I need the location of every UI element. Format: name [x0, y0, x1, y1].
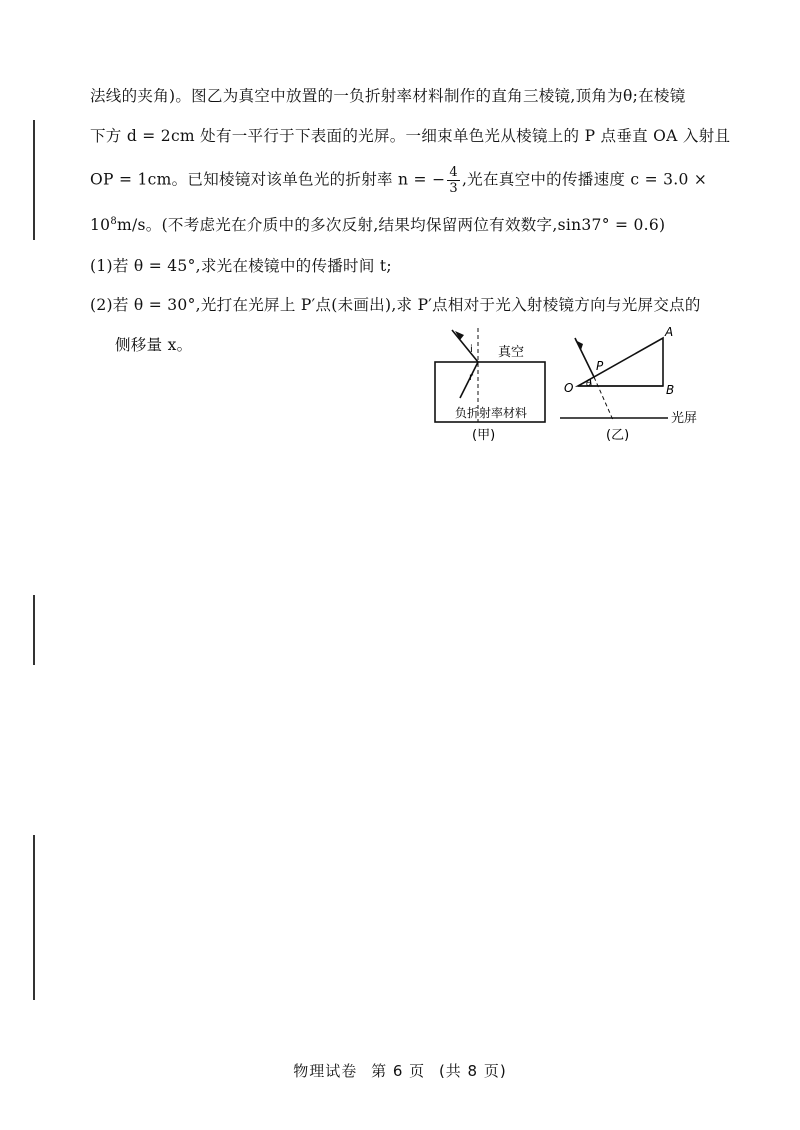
footer-page: 第 6 页	[371, 1062, 426, 1080]
margin-rule	[33, 835, 35, 1000]
angle-i-label: i	[470, 344, 473, 355]
label-A: A	[665, 325, 674, 339]
margin-rule	[33, 595, 35, 665]
text-line-1: 法线的夹角)。图乙为真空中放置的一负折射率材料制作的直角三棱镜,顶角为θ;在棱镜	[90, 87, 686, 105]
diagram-jia	[435, 328, 545, 443]
vacuum-label: 真空	[498, 345, 525, 360]
angle-r-label: r	[469, 372, 474, 383]
figure-diagrams	[420, 320, 720, 450]
text-line-4-a: 10	[90, 216, 111, 234]
label-O: O	[564, 381, 574, 395]
caption-jia: (甲)	[472, 428, 496, 443]
diagram-yi	[560, 325, 697, 443]
footer-subject: 物理试卷	[293, 1062, 358, 1080]
caption-yi: (乙)	[606, 428, 630, 443]
fraction	[447, 165, 460, 196]
footer-total: (共 8 页)	[438, 1062, 507, 1080]
page-footer	[0, 1060, 800, 1081]
text-line-4-b: m/s。(不考虑光在介质中的多次反射,结果均保留两位有效数字,sin37° = 0.6)	[117, 216, 666, 234]
label-theta: θ	[586, 379, 592, 389]
exponent: 8	[110, 216, 117, 227]
fraction-denominator: 3	[449, 181, 458, 196]
text-line-3-b: ,光在真空中的传播速度 c = 3.0 ×	[461, 170, 708, 189]
incident-ray	[452, 330, 478, 362]
screen-label: 光屏	[671, 411, 698, 426]
question-1: (1)若 θ = 45°,求光在棱镜中的传播时间 t;	[90, 257, 392, 275]
extended-ray	[594, 377, 613, 420]
text-line-2: 下方 d = 2cm 处有一平行于下表面的光屏。一细束单色光从棱镜上的 P 点垂直 OA 入射且	[90, 127, 731, 145]
arrow-icon	[575, 340, 583, 350]
text-line-3	[90, 165, 707, 196]
question-2-cont: 侧移量 x。	[115, 336, 193, 354]
question-2: (2)若 θ = 30°,光打在光屏上 P′点(未画出),求 P′点相对于光入射棱镜方向与光屏交点的	[90, 296, 701, 314]
fraction-numerator: 4	[449, 165, 458, 180]
text-line-4	[90, 213, 665, 235]
label-P: P	[596, 359, 604, 373]
text-line-3-a: OP = 1cm。已知棱镜对该单色光的折射率 n = −	[90, 170, 446, 189]
label-B: B	[666, 383, 675, 397]
margin-rule	[33, 120, 35, 240]
material-label: 负折射率材料	[455, 406, 528, 420]
